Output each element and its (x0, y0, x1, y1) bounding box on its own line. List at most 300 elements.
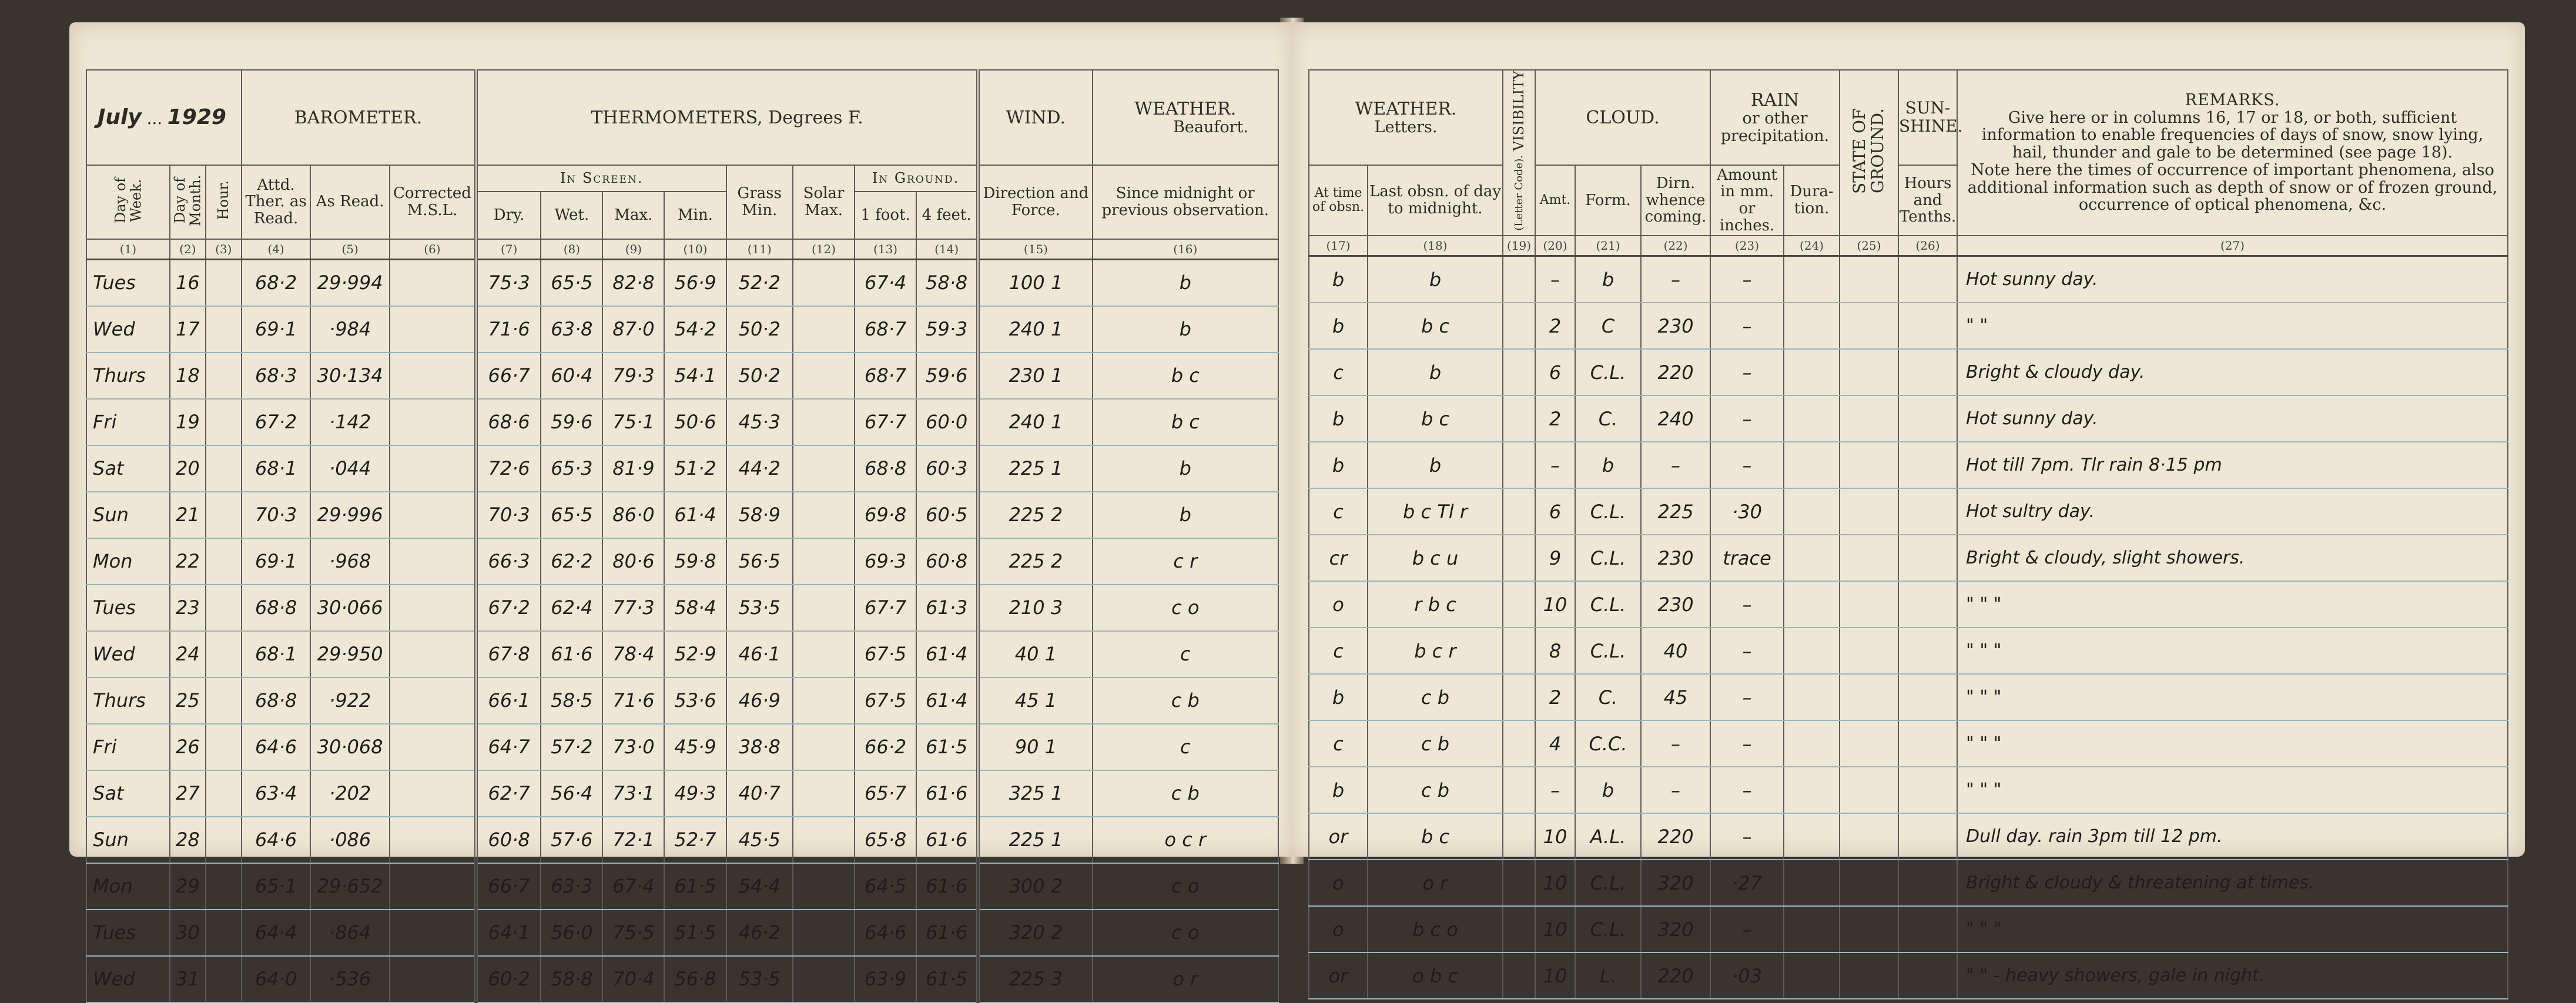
since-midnight-header: Since midnight or previous observation. (1093, 165, 1278, 239)
wind-direction-force: 90 1 (978, 724, 1092, 770)
table-row (1309, 581, 2508, 628)
rain-amount: – (1710, 813, 1784, 860)
wet-temp: 61·6 (541, 631, 602, 677)
dry-temp: 67·8 (476, 631, 541, 677)
visibility (1503, 442, 1535, 488)
ground-4-feet: 61·5 (916, 724, 978, 770)
cloud-form: C.C. (1575, 720, 1641, 767)
ground-1-foot: 68·8 (855, 445, 916, 492)
attd-ther: 68·1 (242, 631, 311, 677)
barometer-reading: ·864 (310, 910, 389, 956)
amount-header: Amount in mm. or inches. (1710, 165, 1784, 236)
visibility (1503, 720, 1535, 767)
weather-beaufort: b c (1093, 399, 1278, 445)
weather-at-obsn: c (1309, 628, 1368, 674)
day-of-month: 20 (170, 445, 206, 492)
cloud-form: L. (1575, 952, 1641, 999)
remark: Bright & cloudy & threatening at times. (1957, 860, 2508, 906)
weather-at-obsn: b (1309, 303, 1368, 349)
rain-duration (1784, 906, 1840, 952)
cloud-direction: 240 (1641, 395, 1710, 442)
table-row (86, 724, 1278, 770)
rain-duration (1784, 720, 1840, 767)
cloud-direction: 225 (1641, 488, 1710, 535)
min-temp: 58·4 (664, 585, 726, 631)
rain-heading (1710, 70, 1840, 165)
sunshine-hours (1898, 767, 1957, 813)
min-temp: 50·6 (664, 399, 726, 445)
cloud-form: C.L. (1575, 488, 1641, 535)
day-of-week: Wed (86, 306, 170, 353)
max-temp: 80·6 (602, 538, 664, 585)
wind-direction-force: 240 1 (978, 399, 1092, 445)
table-row (1309, 349, 2508, 395)
sunshine-hours (1898, 813, 1957, 860)
table-row (1309, 952, 2508, 999)
ground-1-foot: 67·4 (855, 259, 916, 306)
cloud-amount: – (1535, 767, 1575, 813)
wet-temp: 58·5 (541, 677, 602, 724)
visibility (1503, 813, 1535, 860)
corrected-msl (390, 770, 476, 817)
col-num: (12) (793, 239, 855, 260)
cloud-amount: 10 (1535, 860, 1575, 906)
left-page (69, 22, 1293, 990)
wind-direction-force: 225 2 (978, 538, 1092, 585)
table-row (86, 585, 1278, 631)
visibility (1503, 581, 1535, 628)
rain-label: RAIN (1750, 89, 1800, 110)
dry-temp: 66·7 (476, 353, 541, 399)
month-label: July (98, 105, 142, 130)
cloud-heading: CLOUD. (1535, 70, 1710, 165)
cloud-form: C. (1575, 674, 1641, 720)
solar-max (793, 770, 855, 817)
rain-amount: – (1710, 720, 1784, 767)
weather-at-obsn: b (1309, 395, 1368, 442)
left-table-body (86, 259, 1278, 1002)
barometer-reading: 29·652 (310, 863, 389, 910)
rain-amount: – (1710, 395, 1784, 442)
day-of-week: Tues (86, 585, 170, 631)
state-of-ground (1840, 813, 1898, 860)
day-of-week: Sun (86, 492, 170, 538)
col-num: (19) (1503, 236, 1535, 256)
rain-duration (1784, 442, 1840, 488)
state-of-ground-header (1840, 70, 1898, 236)
wind-direction-force: 300 2 (978, 863, 1092, 910)
solar-max (793, 956, 855, 1002)
wet-temp: 60·4 (541, 353, 602, 399)
cloud-form: C (1575, 303, 1641, 349)
solar-max (793, 259, 855, 306)
day-of-week: Sat (86, 770, 170, 817)
cloud-amount: 10 (1535, 813, 1575, 860)
dry-temp: 67·2 (476, 585, 541, 631)
day-of-week-header (86, 165, 170, 239)
attd-ther: 64·6 (242, 817, 311, 863)
wind-direction-force: 210 3 (978, 585, 1092, 631)
col-num: (7) (476, 239, 541, 260)
state-of-ground (1840, 906, 1898, 952)
weather-at-obsn: c (1309, 720, 1368, 767)
day-of-month: 22 (170, 538, 206, 585)
day-of-week: Wed (86, 956, 170, 1002)
grass-min: 45·5 (726, 817, 793, 863)
state-of-ground (1840, 581, 1898, 628)
attd-ther: 65·1 (242, 863, 311, 910)
cloud-form: b (1575, 256, 1641, 303)
min-temp: 53·6 (664, 677, 726, 724)
weather-at-obsn: o (1309, 906, 1368, 952)
attd-ther: 68·1 (242, 445, 311, 492)
min-temp: 51·5 (664, 910, 726, 956)
col-num: (25) (1840, 236, 1898, 256)
weather-heading-sub: Beaufort. (1173, 118, 1248, 136)
sunshine-hours (1898, 581, 1957, 628)
table-row (86, 492, 1278, 538)
attd-ther: 70·3 (242, 492, 311, 538)
barometer-reading: ·202 (310, 770, 389, 817)
sunshine-hours (1898, 256, 1957, 303)
rain-amount: – (1710, 349, 1784, 395)
col-num: (18) (1368, 236, 1503, 256)
weather-beaufort: b (1093, 306, 1278, 353)
rain-duration (1784, 674, 1840, 720)
weather-beaufort: c b (1093, 770, 1278, 817)
wind-direction-force: 100 1 (978, 259, 1092, 306)
wind-direction-force: 230 1 (978, 353, 1092, 399)
weather-at-obsn: b (1309, 256, 1368, 303)
right-column-numbers (1309, 236, 2508, 256)
day-of-week: Fri (86, 399, 170, 445)
max-temp: 75·1 (602, 399, 664, 445)
day-of-month-header (170, 165, 206, 239)
cloud-form: C. (1575, 395, 1641, 442)
wind-direction-force: 225 3 (978, 956, 1092, 1002)
grass-min: 45·3 (726, 399, 793, 445)
rain-duration (1784, 395, 1840, 442)
remark: " " - heavy showers, gale in night. (1957, 952, 2508, 999)
attd-ther-header: Attd. Ther. as Read. (242, 165, 311, 239)
cloud-amount: 10 (1535, 952, 1575, 999)
table-row (1309, 860, 2508, 906)
day-of-week: Mon (86, 863, 170, 910)
hour-header (206, 165, 242, 239)
rain-duration (1784, 952, 1840, 999)
weather-at-obsn: or (1309, 813, 1368, 860)
ground-1-foot: 67·7 (855, 585, 916, 631)
weather-at-obsn: c (1309, 488, 1368, 535)
rain-duration (1784, 628, 1840, 674)
weather-beaufort: b (1093, 492, 1278, 538)
corrected-msl (390, 724, 476, 770)
hour (206, 445, 242, 492)
min-temp: 52·7 (664, 817, 726, 863)
min-temp: 54·1 (664, 353, 726, 399)
form-header: Form. (1575, 165, 1641, 236)
solar-max (793, 585, 855, 631)
day-of-week: Wed (86, 631, 170, 677)
rain-amount: ·27 (1710, 860, 1784, 906)
state-of-ground (1840, 628, 1898, 674)
weather-last-obsn: r b c (1368, 581, 1503, 628)
visibility (1503, 860, 1535, 906)
cloud-direction: – (1641, 442, 1710, 488)
weather-beaufort: o c r (1093, 817, 1278, 863)
min-temp: 56·9 (664, 259, 726, 306)
weather-beaufort: c b (1093, 677, 1278, 724)
wet-temp: 56·0 (541, 910, 602, 956)
day-of-week: Thurs (86, 677, 170, 724)
barometer-reading: ·086 (310, 817, 389, 863)
wind-direction-force: 40 1 (978, 631, 1092, 677)
weather-last-obsn: b (1368, 442, 1503, 488)
attd-ther: 63·4 (242, 770, 311, 817)
table-row (1309, 256, 2508, 303)
in-screen-header: In Screen. (476, 165, 726, 192)
hour (206, 956, 242, 1002)
weather-beaufort: c o (1093, 863, 1278, 910)
state-of-ground-label: STATE OF GROUND. (1850, 108, 1888, 194)
weather-beaufort: c o (1093, 585, 1278, 631)
sunshine-hours (1898, 303, 1957, 349)
sunshine-hours (1898, 952, 1957, 999)
rain-duration (1784, 813, 1840, 860)
sunshine-hours (1898, 628, 1957, 674)
remark: Hot sunny day. (1957, 395, 2508, 442)
remark: Bright & cloudy, slight showers. (1957, 535, 2508, 581)
grass-min: 46·9 (726, 677, 793, 724)
remarks-heading (1957, 70, 2508, 236)
ground-4-feet: 61·6 (916, 910, 978, 956)
weather-last-obsn: b c r (1368, 628, 1503, 674)
cloud-amount: 8 (1535, 628, 1575, 674)
cloud-amount: 2 (1535, 674, 1575, 720)
min-temp: 45·9 (664, 724, 726, 770)
cloud-form: C.L. (1575, 535, 1641, 581)
col-num: (11) (726, 239, 793, 260)
col-num: (2) (170, 239, 206, 260)
hour (206, 677, 242, 724)
table-row (1309, 488, 2508, 535)
grass-min: 56·5 (726, 538, 793, 585)
table-row (1309, 813, 2508, 860)
day-of-week: Mon (86, 538, 170, 585)
max-temp: 75·5 (602, 910, 664, 956)
sunshine-hours (1898, 442, 1957, 488)
max-temp: 72·1 (602, 817, 664, 863)
col-num: (27) (1957, 236, 2508, 256)
col-num: (17) (1309, 236, 1368, 256)
max-temp: 70·4 (602, 956, 664, 1002)
right-table-body (1309, 256, 2508, 999)
ground-4-feet: 61·4 (916, 631, 978, 677)
wind-heading: WIND. (978, 70, 1092, 165)
wet-temp: 56·4 (541, 770, 602, 817)
ground-1-foot: 67·5 (855, 677, 916, 724)
wet-temp: 63·8 (541, 306, 602, 353)
hour-label: Hour. (215, 180, 232, 220)
visibility (1503, 906, 1535, 952)
corrected-msl (390, 399, 476, 445)
sunshine-hours (1898, 720, 1957, 767)
rain-amount: – (1710, 906, 1784, 952)
rain-duration (1784, 488, 1840, 535)
cloud-direction: 220 (1641, 952, 1710, 999)
corrected-msl (390, 631, 476, 677)
min-temp: 61·4 (664, 492, 726, 538)
remark: " " " (1957, 906, 2508, 952)
state-of-ground (1840, 767, 1898, 813)
rain-duration (1784, 535, 1840, 581)
remark: " " (1957, 303, 2508, 349)
barometer-reading: 30·134 (310, 353, 389, 399)
table-row (1309, 395, 2508, 442)
max-temp: 87·0 (602, 306, 664, 353)
wet-temp: 62·4 (541, 585, 602, 631)
state-of-ground (1840, 256, 1898, 303)
remarks-instructions-1: Give here or in columns 16, 17 or 18, or both, sufficient information to enable frequencies of days of snow, snow lying, hail, thunder and gale to be determined (see page 18). (1981, 108, 2484, 162)
attd-ther: 69·1 (242, 306, 311, 353)
weather-last-obsn: b (1368, 349, 1503, 395)
day-of-week-label: Day of Week. (112, 177, 144, 224)
rain-amount: – (1710, 674, 1784, 720)
corrected-msl (390, 863, 476, 910)
year-label: 1929 (167, 105, 226, 130)
weather-beaufort: c o (1093, 910, 1278, 956)
remark: " " " (1957, 674, 2508, 720)
solar-max (793, 538, 855, 585)
min-temp: 54·2 (664, 306, 726, 353)
visibility (1503, 256, 1535, 303)
ground-1-foot: 66·2 (855, 724, 916, 770)
wet-temp: 65·5 (541, 492, 602, 538)
cloud-amount: 6 (1535, 488, 1575, 535)
max-temp: 73·1 (602, 770, 664, 817)
visibility-label: VISIBILITY (1510, 71, 1527, 152)
grass-min: 54·4 (726, 863, 793, 910)
wet-temp: 59·6 (541, 399, 602, 445)
col-num: (26) (1898, 236, 1957, 256)
table-row (86, 353, 1278, 399)
dirn-header: Dirn. whence coming. (1641, 165, 1710, 236)
day-of-week: Sat (86, 445, 170, 492)
table-row (86, 910, 1278, 956)
max-temp: 71·6 (602, 677, 664, 724)
corrected-msl-header: Corrected M.S.L. (390, 165, 476, 239)
day-of-month: 30 (170, 910, 206, 956)
min-temp: 52·9 (664, 631, 726, 677)
wet-header: Wet. (541, 192, 602, 239)
table-row (1309, 442, 2508, 488)
day-of-month-label: Day of Month. (171, 175, 204, 226)
barometer-reading: 29·994 (310, 259, 389, 306)
dry-temp: 72·6 (476, 445, 541, 492)
as-read-header: As Read. (310, 165, 389, 239)
wind-direction-force: 225 1 (978, 445, 1092, 492)
rain-amount: ·30 (1710, 488, 1784, 535)
grass-min: 53·5 (726, 956, 793, 1002)
rain-amount: – (1710, 767, 1784, 813)
attd-ther: 69·1 (242, 538, 311, 585)
min-header: Min. (664, 192, 726, 239)
day-of-month: 17 (170, 306, 206, 353)
table-row (1309, 535, 2508, 581)
cloud-direction: 320 (1641, 906, 1710, 952)
table-row (1309, 767, 2508, 813)
table-row (86, 631, 1278, 677)
ground-4-feet: 61·4 (916, 677, 978, 724)
state-of-ground (1840, 860, 1898, 906)
day-of-week: Tues (86, 910, 170, 956)
table-row (86, 399, 1278, 445)
weather-beaufort: b (1093, 259, 1278, 306)
remark: Dull day. rain 3pm till 12 pm. (1957, 813, 2508, 860)
dry-temp: 60·2 (476, 956, 541, 1002)
wind-direction-force: 45 1 (978, 677, 1092, 724)
solar-max (793, 677, 855, 724)
corrected-msl (390, 306, 476, 353)
day-of-month: 28 (170, 817, 206, 863)
cloud-form: A.L. (1575, 813, 1641, 860)
weather-last-obsn: c b (1368, 720, 1503, 767)
visibility (1503, 535, 1535, 581)
weather-letters-heading (1309, 70, 1503, 165)
col-num: (10) (664, 239, 726, 260)
weather-last-obsn: o r (1368, 860, 1503, 906)
hour (206, 538, 242, 585)
table-row (86, 445, 1278, 492)
max-temp: 81·9 (602, 445, 664, 492)
table-row (1309, 628, 2508, 674)
corrected-msl (390, 445, 476, 492)
state-of-ground (1840, 720, 1898, 767)
ground-1-foot: 65·8 (855, 817, 916, 863)
remark: " " " (1957, 581, 2508, 628)
rain-amount: – (1710, 256, 1784, 303)
sunshine-hours (1898, 860, 1957, 906)
solar-max (793, 353, 855, 399)
ground-4-feet: 60·5 (916, 492, 978, 538)
min-temp: 61·5 (664, 863, 726, 910)
table-row (86, 677, 1278, 724)
grass-min: 46·1 (726, 631, 793, 677)
day-of-month: 25 (170, 677, 206, 724)
weather-last-obsn: c b (1368, 767, 1503, 813)
state-of-ground (1840, 395, 1898, 442)
hour (206, 724, 242, 770)
max-temp: 77·3 (602, 585, 664, 631)
remark: " " " (1957, 720, 2508, 767)
ground-1-foot: 69·8 (855, 492, 916, 538)
solar-max (793, 724, 855, 770)
state-of-ground (1840, 674, 1898, 720)
col-num: (23) (1710, 236, 1784, 256)
dry-temp: 66·3 (476, 538, 541, 585)
col-num: (16) (1093, 239, 1278, 260)
col-num: (14) (916, 239, 978, 260)
attd-ther: 67·2 (242, 399, 311, 445)
cloud-direction: 40 (1641, 628, 1710, 674)
remark: " " " (1957, 767, 2508, 813)
corrected-msl (390, 492, 476, 538)
grass-min: 53·5 (726, 585, 793, 631)
table-row (86, 306, 1278, 353)
sunshine-hours (1898, 906, 1957, 952)
cloud-direction: 220 (1641, 349, 1710, 395)
state-of-ground (1840, 952, 1898, 999)
